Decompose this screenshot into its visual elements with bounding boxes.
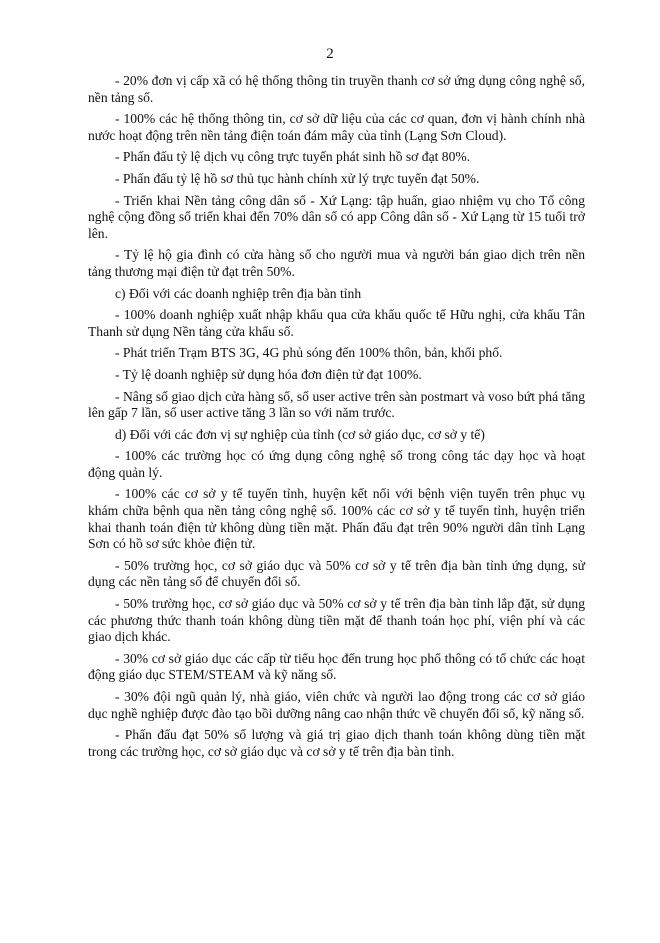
document-body (88, 73, 585, 765)
paragraph-bullet: - 100% các hệ thống thông tin, cơ sở dữ liệu của các cơ quan, đơn vị hành chính nhà nước hoạt động trên nền tảng điện toán đám mây của tỉnh (Lạng Sơn Cloud). (88, 111, 585, 143)
paragraph-bullet: - 100% các cơ sở y tế tuyến tỉnh, huyện kết nối với bệnh viện tuyến trên phục vụ khám chữa bệnh qua nền tảng công nghệ số. 100% các cơ sở y tế tuyến tỉnh, huyện triển khai thanh toán điện tử không dùng tiền mặt. Phấn đấu đạt trên 90% người dân tỉnh Lạng Sơn có hồ sơ sức khỏe điện tử. (88, 486, 585, 552)
paragraph-bullet: - 100% các trường học có ứng dụng công nghệ số trong công tác dạy học và hoạt động quản lý. (88, 448, 585, 480)
paragraph-bullet: - 30% đội ngũ quản lý, nhà giáo, viên chức và người lao động trong các cơ sở giáo dục nghề nghiệp được đào tạo bồi dưỡng nâng cao nhận thức về chuyển đổi số, kỹ năng số. (88, 689, 585, 721)
paragraph-bullet: - Phấn đấu đạt 50% số lượng và giá trị giao dịch thanh toán không dùng tiền mặt trong các trường học, cơ sở giáo dục và cơ sở y tế trên địa bàn tỉnh. (88, 727, 585, 759)
section-heading-c: c) Đối với các doanh nghiệp trên địa bàn tỉnh (115, 285, 362, 301)
paragraph-bullet: - 50% trường học, cơ sở giáo dục và 50% cơ sở y tế trên địa bàn tỉnh lắp đặt, sử dụng các phương thức thanh toán không dùng tiền mặt để thanh toán học phí, viện phí và các giao dịch khác. (88, 596, 585, 645)
paragraph-bullet: - 30% cơ sở giáo dục các cấp từ tiểu học đến trung học phổ thông có tổ chức các hoạt động giáo dục STEM/STEAM và kỹ năng số. (88, 650, 585, 683)
paragraph-bullet: - Tỷ lệ doanh nghiệp sử dụng hóa đơn điện tử đạt 100%. (115, 366, 422, 382)
paragraph-bullet: - Phấn đấu tỷ lệ dịch vụ công trực tuyến phát sinh hồ sơ đạt 80%. (115, 149, 471, 165)
paragraph-bullet: - Tỷ lệ hộ gia đình có cửa hàng số cho người mua và người bán giao dịch trên nền tảng thương mại điện tử đạt trên 50%. (88, 247, 585, 279)
paragraph-bullet: - Triển khai Nền tảng công dân số - Xứ Lạng: tập huấn, giao nhiệm vụ cho Tổ công nghệ cộng đồng số triển khai đến 70% dân số có app Công dân số - Xứ Lạng từ 15 tuổi trở lên. (88, 192, 585, 241)
section-heading-d: d) Đối với các đơn vị sự nghiệp của tỉnh (cơ sở giáo dục, cơ sở y tế) (115, 426, 485, 442)
paragraph-bullet: - 100% doanh nghiệp xuất nhập khẩu qua cửa khẩu quốc tế Hữu nghị, cửa khẩu Tân Thanh sử dụng Nền tảng cửa khẩu số. (88, 307, 585, 339)
page-number: 2 (326, 46, 334, 62)
paragraph-bullet: - 20% đơn vị cấp xã có hệ thống thông tin truyền thanh cơ sở ứng dụng công nghệ số, nền tảng số. (88, 73, 585, 105)
paragraph-bullet: - Phát triển Trạm BTS 3G, 4G phủ sóng đến 100% thôn, bản, khối phố. (115, 345, 503, 361)
paragraph-bullet: - 50% trường học, cơ sở giáo dục và 50% cơ sở y tế trên địa bàn tỉnh ứng dụng, sử dụng các nền tảng số để chuyển đổi số. (88, 557, 585, 590)
paragraph-bullet: - Phấn đấu tỷ lệ hồ sơ thủ tục hành chính xử lý trực tuyến đạt 50%. (115, 170, 480, 186)
paragraph-bullet: - Nâng số giao dịch cửa hàng số, số user active trên sàn postmart và voso bứt phá tăng lên gấp 7 lần, số user active tăng 3 lần so với năm trước. (88, 388, 585, 421)
